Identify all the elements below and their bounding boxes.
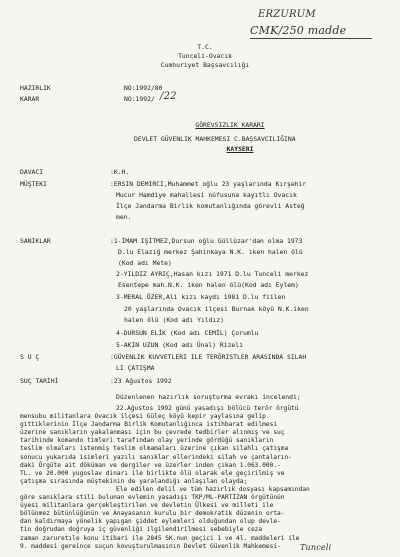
header-office-line2: Cumhuriyet Başsavcılığı xyxy=(160,61,250,69)
karar-value: NO:1992/ xyxy=(124,95,155,103)
body-line: üzerine sanıkların yakalanması için bu çevrede tedbirler alınmış ve suç xyxy=(20,429,285,437)
body-line: teslim olmaları istenmiş teslim olmamaları üzerine çıkan silahlı çatışma xyxy=(20,445,289,453)
sanik-line: (Kod adı Mete) xyxy=(118,259,172,267)
handwritten-underline xyxy=(250,38,372,39)
sanik-line: Esentepe mah.N.K. iken halen ölü(Kod adı Eylem) xyxy=(118,281,299,289)
sanik-line: 5-AKIN UZUN (Kod adı Ünal) Rizeli xyxy=(116,341,243,349)
davaci-value: :K.H. xyxy=(110,168,130,176)
body-line: gittiklerinin İlçe Jandarma Birlik Komutanlığınca istihbarat edilmesi xyxy=(20,421,278,429)
title-city: KAYSERI xyxy=(226,145,254,153)
body-line: TL. ve 20.000 yugoslav dinarı ile birlikte ölü olarak ele geçirilmiş ve xyxy=(20,469,285,477)
sanik-line: D.lu Elazığ merkez Şahinkaya N.K. iken halen ölü xyxy=(118,248,303,256)
title-court: DEVLET GÜVENLIK MAHKEMESI C.BAŞSAVCILIĞINA xyxy=(134,135,296,143)
sanik-line: halen ölü (Kod adı Yıldız) xyxy=(124,316,225,324)
body-line: sonucu yukarıda isimleri yazılı sanıklar ellerindeki silah ve çantaların- xyxy=(20,453,292,461)
suc-line: LI ÇATIŞMA xyxy=(116,364,155,372)
sanik-line: 3-MERAL ÖZER,Ali kızı kaydı 1981 D.lu fiilen xyxy=(116,293,286,301)
davaci-label: DAVACI xyxy=(20,168,44,176)
musteki-line: men. xyxy=(116,213,132,221)
body-line: tin doğrudan doğruya iç güvenliği ilgilendirilmesi sebebiyle ceza xyxy=(20,526,263,534)
saniklar-label: SANIKLAR xyxy=(20,237,51,245)
suc-tarihi-label: SUÇ TARİHİ xyxy=(20,377,59,385)
body-line: 22.Ağustos 1992 günü yasadışı bölücü terör örgütü xyxy=(116,405,299,412)
karar-label: KARAR xyxy=(20,95,40,103)
body-line: Ele edilen delil ve tüm hazırlık dosyası kapsamından xyxy=(116,485,310,493)
musteki-label: MÜŞTEKI xyxy=(20,180,47,188)
sanik-line: 2-YILDIZ AYRIÇ,Hasan kızı 1971 D.lu Tunceli merkez xyxy=(116,270,309,278)
body-line: çatışma sırasında müştekinin de yaralandığı anlaşılan olayda; xyxy=(20,477,248,485)
body-line: göre sanıklara stili bulunan evlemin yasadışı TKP/ML-PARTİZAN örgütünün xyxy=(20,494,285,502)
musteki-line: :ERSIN DEMIRCI,Muhammet oğlu 23 yaşlarında Kırşehir xyxy=(110,180,307,188)
body-line: dan kaldırmaya yönelik yapıgan şiddet eylemleri olduğundan olup devle- xyxy=(20,518,281,526)
body-intro: Düzenlenen hazırlık soruşturma evrakı incelendi; xyxy=(116,393,301,401)
body-line: 9. maddesi gereince suçun kovuşturulmasının Devlet Güvenlik Mahkemesi- xyxy=(20,542,281,550)
body-line: bölünmez bütünlüğünün ve Anayasanın kurulu bir demokratik düzenin orta- xyxy=(20,510,285,518)
signature-scribble: Tunceli xyxy=(300,543,332,552)
body-line: tarihinde komando timleri tarafından olay yerinde gördüğü sanıkların xyxy=(20,437,274,445)
sanik-line: 4-DURSUN ELİK (Kod adı CEMİL) Çorumlu xyxy=(116,329,259,337)
suc-label: S U Ç xyxy=(20,353,40,361)
sanik-line: 20 yaşlarında Ovacık ilçesi Burnak köyü N.K.iken xyxy=(124,305,309,313)
handwritten-city: ERZURUM xyxy=(258,9,316,20)
body-line: zaman zaruretıle konu itibari ile 2845 SK.nun geçici 1 ve 4l. maddeleri ile xyxy=(20,534,300,542)
body-text xyxy=(20,405,392,551)
sanik-line: :1-İMAM IŞİTMEZ,Dursun oğlu Güllüzar'dan olma 1973 xyxy=(110,237,303,245)
header-office-line1: Tunceli-Ovacık xyxy=(178,52,232,60)
suc-tarihi-value: :23 Ağustos 1992 xyxy=(110,377,172,385)
hazirlik-label: HAZIRLIK xyxy=(20,84,51,92)
karar-handwritten-number: /22 xyxy=(160,91,177,102)
body-line: daki Örgüte ait döküman ve dergiler ve üzerler inden çıkan 1.063.000.- xyxy=(20,461,281,469)
header-tc: T.C. xyxy=(197,43,213,51)
body-line: mensubu militanlara Ovacık ilçesi Güleç köyü kepir yaylasına gelip xyxy=(20,413,266,421)
title-decision: GÖREVSIZLIK KARARI xyxy=(195,121,265,129)
body-line: üyesi militanlara gerçekleştirilen ve devletin Ülkesi ve milleti ile xyxy=(20,502,274,510)
musteki-line: Mucur Hamdiye mahallesi nüfusuna kayıtlı Ovacık xyxy=(116,191,297,199)
suc-line: :GÜVENLIK KUVVETLERI ILE TERÖRISTLER ARASINDA SILAH xyxy=(110,353,307,361)
musteki-line: İlçe Jandarma Birlik komutanlığında görevli Asteğ xyxy=(116,202,305,210)
handwritten-reference: CMK/250 madde xyxy=(250,24,347,37)
hazirlik-value: NO:1992/80 xyxy=(124,84,163,92)
